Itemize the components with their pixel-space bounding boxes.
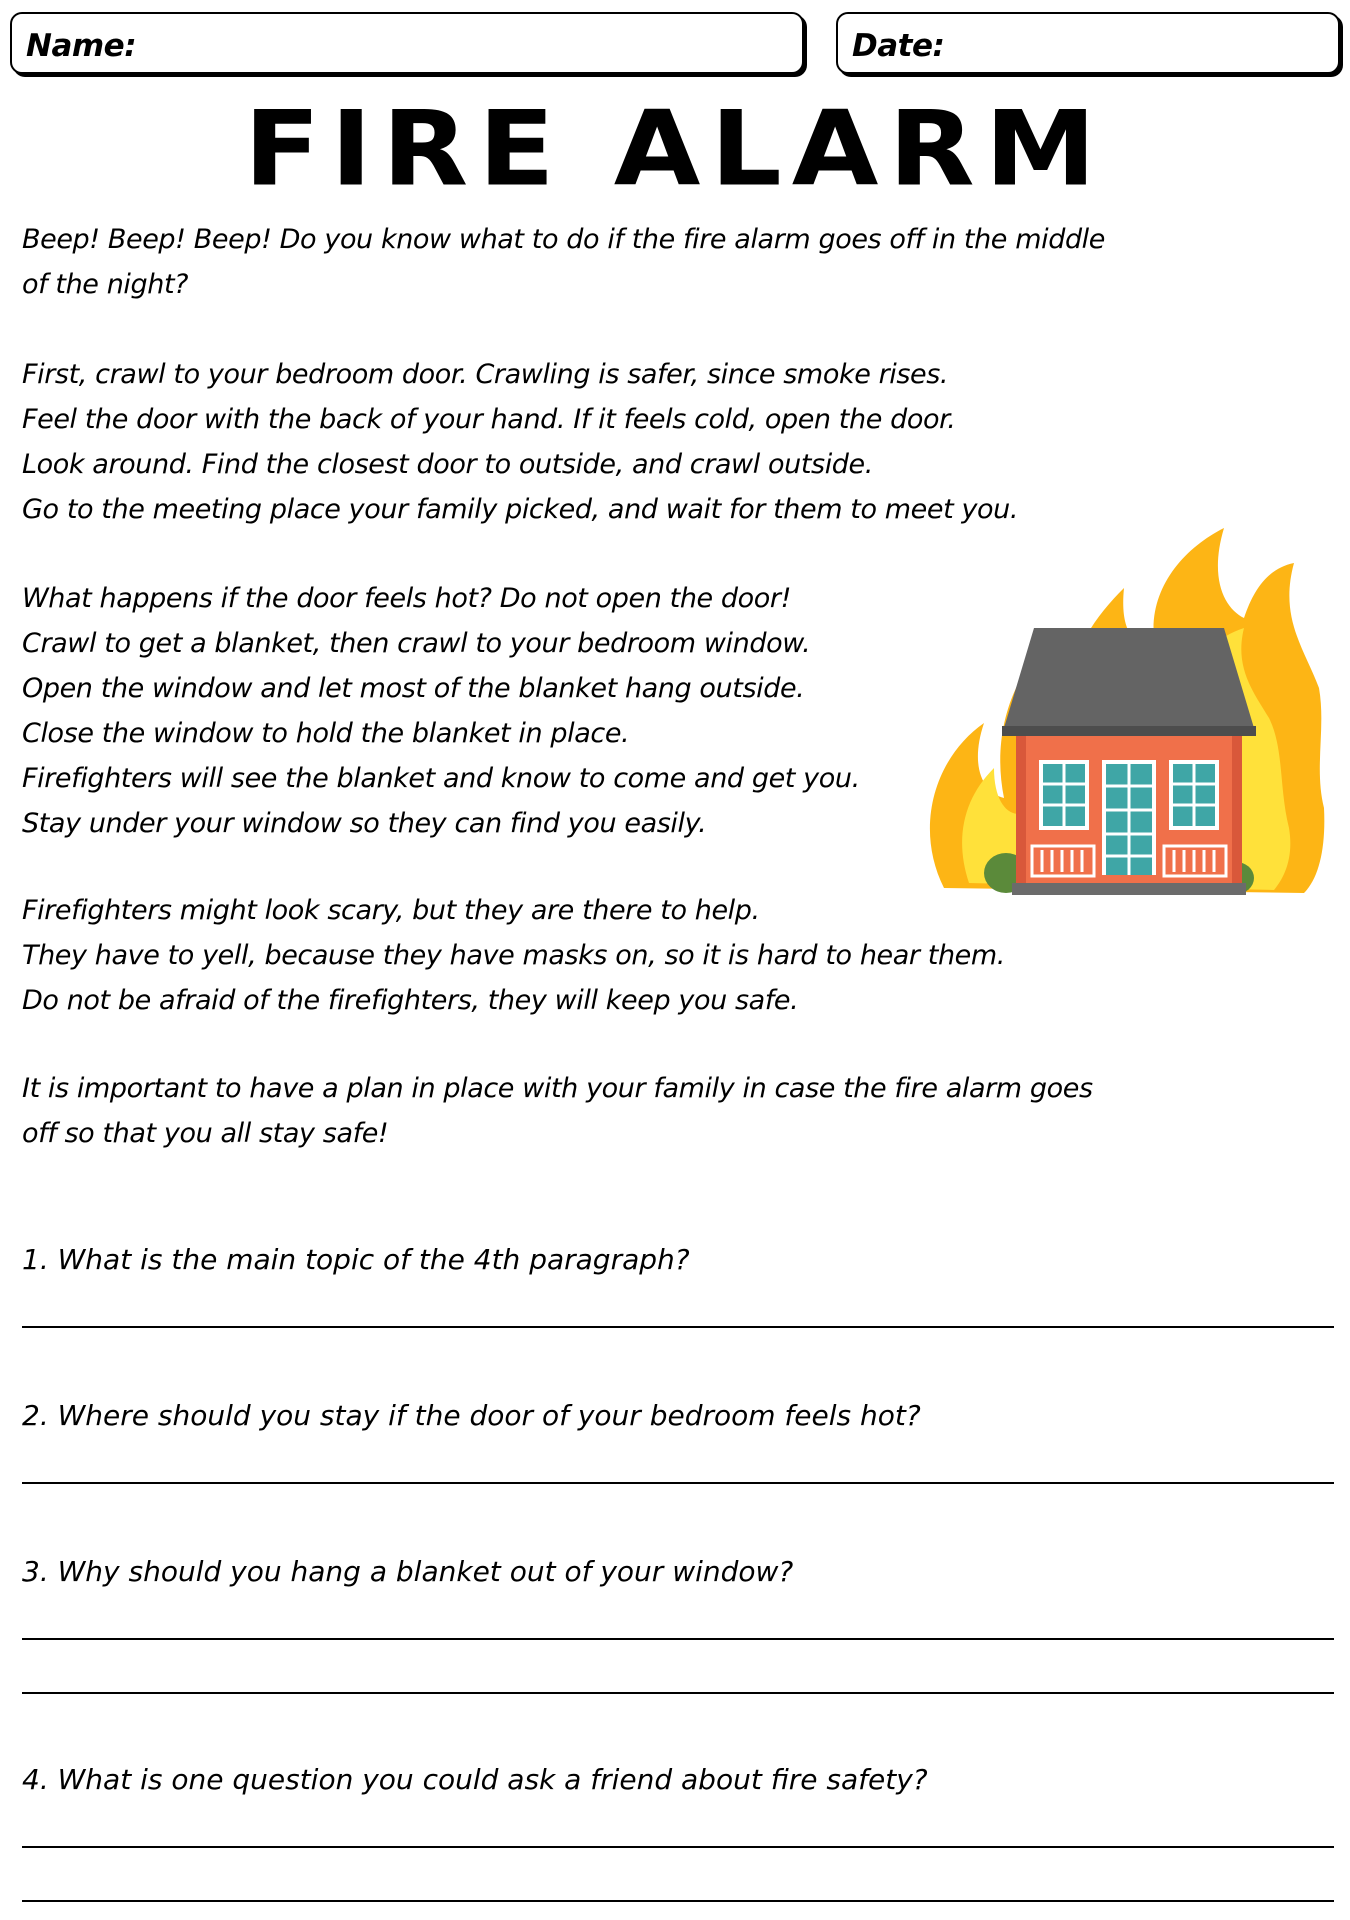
question-2: 2. Where should you stay if the door of your bedroom feels hot?: [22, 1399, 921, 1432]
paragraph-5: [22, 1066, 1093, 1156]
paragraph-1: [22, 217, 1105, 307]
text-line: Do not be afraid of the firefighters, they will keep you safe.: [22, 985, 799, 1016]
front-door: [1102, 760, 1156, 875]
roof-edge: [1002, 726, 1256, 736]
text-line: off so that you all stay safe!: [22, 1118, 389, 1149]
answer-line[interactable]: [22, 1900, 1334, 1902]
answer-line[interactable]: [22, 1638, 1334, 1640]
question-1: 1. What is the main topic of the 4th paragraph?: [22, 1243, 690, 1276]
date-field[interactable]: [836, 12, 1340, 74]
name-field[interactable]: [10, 12, 804, 74]
text-line: Beep! Beep! Beep! Do you know what to do if the fire alarm goes off in the middle: [22, 224, 1105, 255]
text-line: First, crawl to your bedroom door. Crawling is safer, since smoke rises.: [22, 359, 949, 390]
text-line: of the night?: [22, 269, 189, 300]
text-line: Go to the meeting place your family picked, and wait for them to meet you.: [22, 494, 1019, 525]
roof: [1004, 628, 1254, 728]
paragraph-2: [22, 352, 1018, 532]
date-label: Date:: [852, 28, 945, 64]
text-line: Stay under your window so they can find you easily.: [22, 808, 707, 839]
question-4: 4. What is one question you could ask a friend about fire safety?: [22, 1763, 928, 1796]
text-line: It is important to have a plan in place with your family in case the fire alarm goes: [22, 1073, 1093, 1104]
answer-line[interactable]: [22, 1846, 1334, 1848]
text-line: Firefighters will see the blanket and know to come and get you.: [22, 763, 860, 794]
name-label: Name:: [26, 28, 137, 64]
wall-pillar: [1016, 736, 1026, 891]
answer-line[interactable]: [22, 1482, 1334, 1484]
text-line: Firefighters might look scary, but they are there to help.: [22, 895, 760, 926]
window-right: [1169, 760, 1219, 830]
answer-line[interactable]: [22, 1692, 1334, 1694]
paragraph-3: [22, 576, 860, 846]
text-line: What happens if the door feels hot? Do not open the door!: [22, 583, 792, 614]
text-line: Look around. Find the closest door to outside, and crawl outside.: [22, 449, 873, 480]
text-line: Close the window to hold the blanket in place.: [22, 718, 630, 749]
answer-line[interactable]: [22, 1326, 1334, 1328]
text-line: Crawl to get a blanket, then crawl to your bedroom window.: [22, 628, 811, 659]
paragraph-4: [22, 888, 1005, 1023]
window-left: [1039, 760, 1089, 830]
burning-house-icon: [924, 528, 1326, 900]
worksheet-title: FIRE ALARM: [243, 89, 1107, 210]
text-line: Feel the door with the back of your hand. If it feels cold, open the door.: [22, 404, 956, 435]
text-line: Open the window and let most of the blanket hang outside.: [22, 673, 805, 704]
text-line: They have to yell, because they have masks on, so it is hard to hear them.: [22, 940, 1005, 971]
wall-pillar: [1232, 736, 1242, 891]
question-3: 3. Why should you hang a blanket out of your window?: [22, 1555, 794, 1588]
foundation: [1012, 883, 1246, 895]
